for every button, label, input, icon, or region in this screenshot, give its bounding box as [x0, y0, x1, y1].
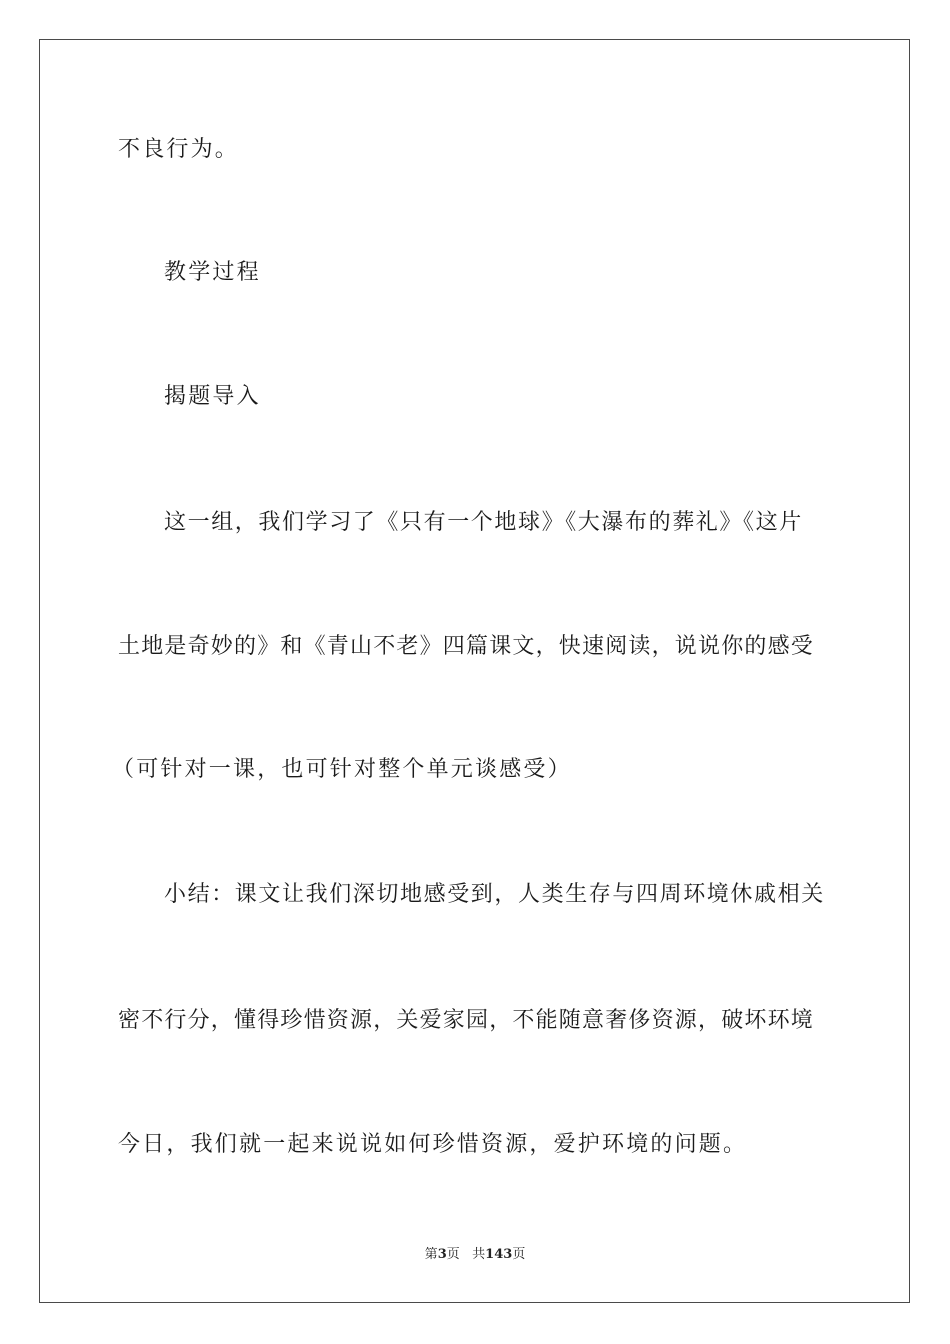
footer-page-suffix: 页 — [446, 1247, 460, 1262]
body-line-8: 密不行分，懂得珍惜资源，关爱家园，不能随意奢侈资源，破坏环境 — [118, 1008, 815, 1033]
body-line-summary: 小结：课文让我们深切地感受到，人类生存与四周环境休戚相关 — [164, 882, 825, 907]
body-line-1: 不良行为。 — [118, 137, 240, 162]
footer-total-pages: 143 — [485, 1247, 513, 1262]
section-heading-teaching-process: 教学过程 — [164, 260, 261, 285]
section-heading-introduction: 揭题导入 — [164, 384, 261, 409]
footer-total-suffix: 页 — [512, 1247, 526, 1262]
page-footer — [0, 1247, 950, 1263]
footer-current-page: 3 — [437, 1247, 447, 1262]
body-line-5: 土地是奇妙的》和《青山不老》四篇课文，快速阅读，说说你的感受 — [118, 634, 815, 659]
footer-total-prefix: 共 — [472, 1247, 486, 1262]
page-border — [39, 39, 910, 1303]
body-line-6: （可针对一课，也可针对整个单元谈感受） — [112, 757, 572, 782]
body-line-4: 这一组，我们学习了《只有一个地球》《大瀑布的葬礼》《这片 — [164, 510, 803, 535]
footer-prefix: 第 — [424, 1247, 438, 1262]
body-line-9: 今日，我们就一起来说说如何珍惜资源，爱护环境的问题。 — [118, 1132, 748, 1157]
